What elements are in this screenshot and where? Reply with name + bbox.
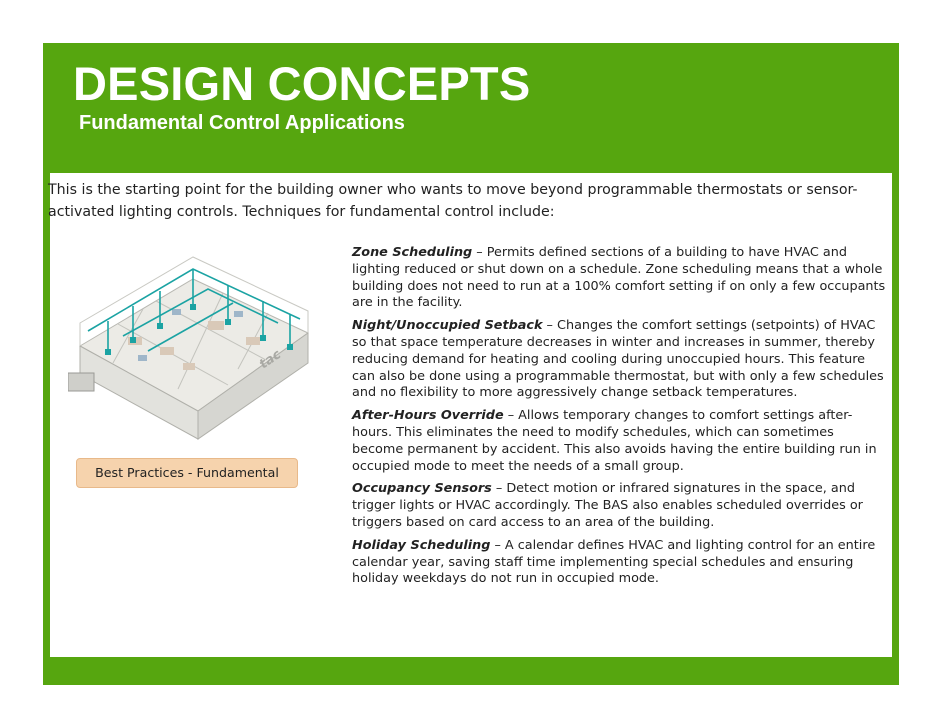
item-term: Holiday Scheduling [352,537,491,553]
item-term: After-Hours Override [352,408,504,424]
list-item-holiday-scheduling [352,538,887,588]
item-description: – A calendar defines HVAC and lighting control for an entire calendar year, saving staff time implementing special schedules and ensuring holiday weekdays do not run in occupied mode. [352,537,876,587]
item-term: Zone Scheduling [352,245,473,260]
intro-text: This is the starting point for the building owner who wants to move beyond programmable thermostats or sensor-activated lighting controls. Techniques for fundamental control include: [48,182,858,220]
list-item-night-setback [352,318,887,402]
list-item-occupancy-sensors [352,481,887,531]
best-practices-button[interactable]: Best Practices - Fundamental [76,458,298,488]
slide [43,43,899,685]
list-item-after-hours-override [352,408,887,475]
technique-list [352,245,887,594]
list-item-zone-scheduling [352,245,887,312]
logo-text: tac [256,347,285,373]
item-description: – Changes the comfort settings (setpoints) of HVAC so that space temperature decreases in winter and increases in summer, thereby reducing demand for heating and cooling during unoccupied hours. This feature can also be done using a programmable thermostat, but with only a few schedules and no flexibility to more aggressively change setback temperatures. [352,318,884,401]
page-subtitle: Fundamental Control Applications [79,112,405,134]
page-title: DESIGN CONCEPTS [73,57,531,110]
content-panel [50,173,892,657]
item-description: – Detect motion or infrared signatures in the space, and trigger lights or HVAC accordingly. The BAS also enables scheduled overrides or triggers based on card access to an area of the building. [352,481,863,530]
item-description: – Allows temporary changes to comfort settings after-hours. This eliminates the need to modify schedules, which can sometimes become permanent by accident. This also avoids having the entire building run in occupied mode to meet the needs of a small group. [352,408,877,474]
building-illustration [68,251,318,441]
item-term: Night/Unoccupied Setback [352,318,543,334]
item-term: Occupancy Sensors [352,481,492,497]
item-description: – Permits defined sections of a building to have HVAC and lighting reduced or shut down on a schedule. Zone scheduling means that a whole building does not need to run at a 100% comfort setting if on only a few occupants are in the facility. [352,245,886,311]
